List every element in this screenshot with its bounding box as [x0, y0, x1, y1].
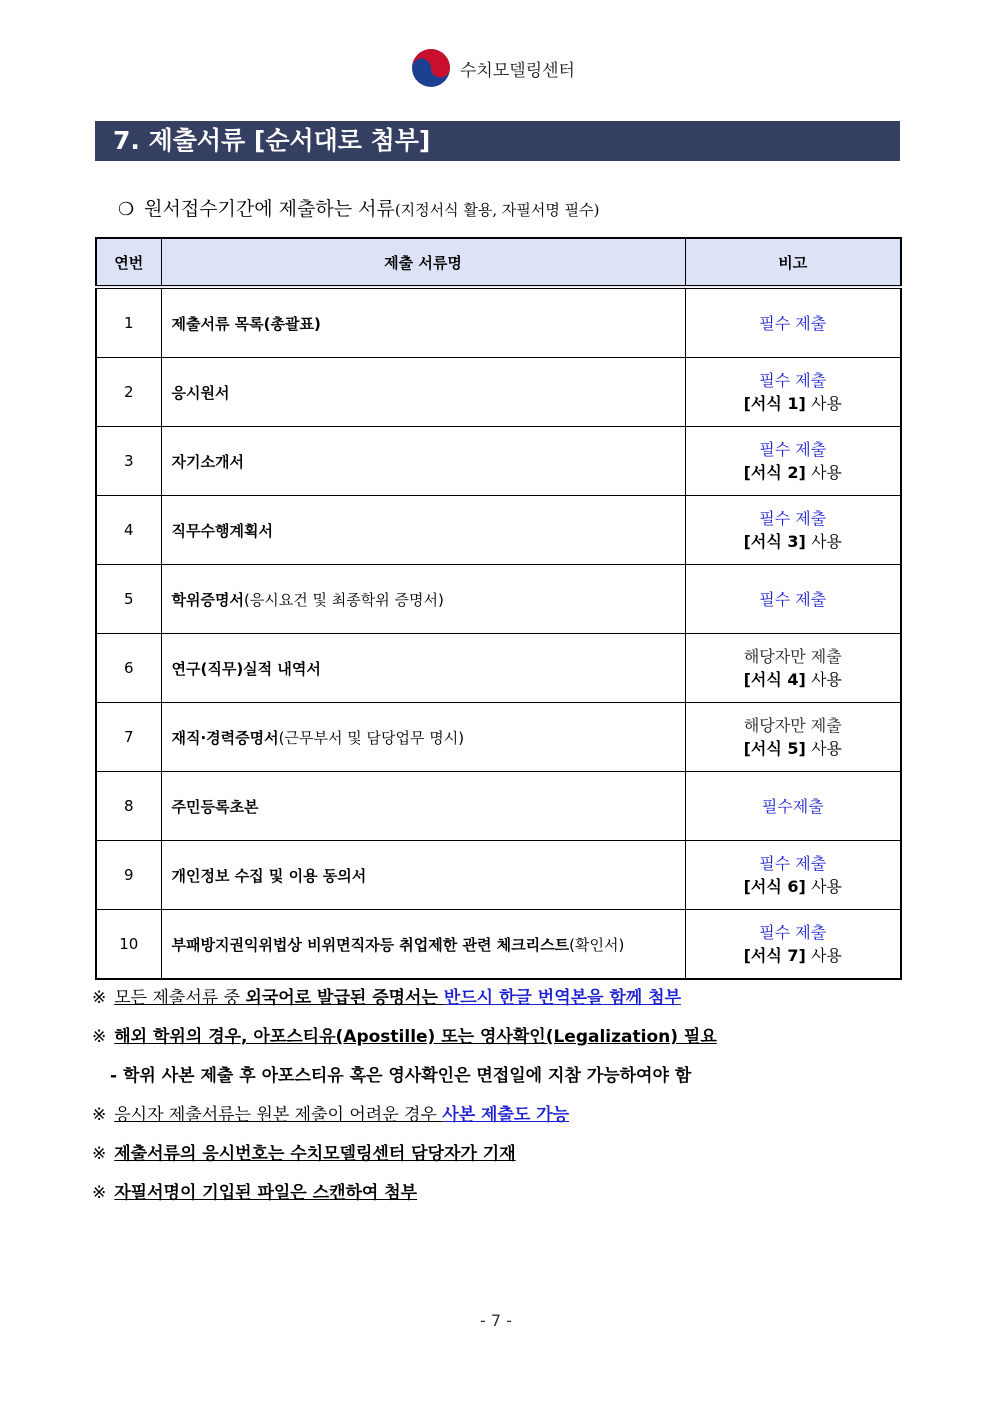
intro-small: (지정서식 활용, 자필서명 필수) [394, 201, 600, 219]
header-no: 연번 [96, 238, 161, 287]
note-form [687, 530, 900, 553]
intro-line [118, 194, 600, 221]
notes-section [92, 986, 912, 1220]
note-status: 필수 제출 [759, 854, 827, 873]
note-status: 해당자만 제출 [743, 647, 842, 666]
table-row [96, 772, 901, 841]
document-note [685, 565, 901, 634]
document-name [161, 841, 685, 910]
document-name [161, 496, 685, 565]
form-use: 사용 [810, 463, 842, 482]
table-row [96, 427, 901, 496]
row-number: 10 [96, 910, 161, 980]
row-number: 9 [96, 841, 161, 910]
document-name [161, 910, 685, 980]
page-header [0, 45, 992, 91]
document-name [161, 703, 685, 772]
table-row [96, 703, 901, 772]
note-form [687, 668, 900, 691]
form-use: 사용 [810, 532, 842, 551]
taegeuk-logo-icon [410, 47, 452, 89]
note-form [687, 737, 900, 760]
row-number: 5 [96, 565, 161, 634]
document-name [161, 772, 685, 841]
table-row [96, 358, 901, 427]
note-2: ※ 해외 학위의 경우, 아포스티유(Apostille) 또는 영사확인(Legalization) 필요 [92, 1027, 717, 1047]
note-status: 필수제출 [761, 796, 824, 816]
document-note [685, 772, 901, 841]
note-status: 필수 제출 [759, 313, 827, 333]
table-row [96, 565, 901, 634]
form-use: 사용 [810, 670, 842, 689]
table-header-row [96, 238, 901, 287]
document-name-text: 연구(직무)실적 내역서 [171, 659, 321, 678]
document-name-text: 부패방지권익위법상 비위면직자등 취업제한 관련 체크리스트 [171, 935, 570, 954]
row-number: 6 [96, 634, 161, 703]
section-title: 7. 제출서류 [순서대로 첨부] [95, 121, 900, 161]
document-name [161, 358, 685, 427]
row-number: 4 [96, 496, 161, 565]
table-row [96, 287, 901, 358]
note-6: ※ 자필서명이 기입된 파일은 스캔하여 첨부 [92, 1183, 418, 1203]
document-note [685, 496, 901, 565]
document-name-text: 직무수행계획서 [171, 521, 273, 540]
document-detail: (응시요건 및 최종학위 증명서) [243, 590, 444, 609]
row-number: 7 [96, 703, 161, 772]
document-note [685, 703, 901, 772]
note-form [687, 944, 900, 967]
document-name-text: 학위증명서 [171, 590, 244, 609]
table-row [96, 841, 901, 910]
form-label: [서식 1] [743, 394, 806, 413]
document-note [685, 427, 901, 496]
org-name: 수치모델링센터 [460, 61, 575, 81]
document-name [161, 565, 685, 634]
header-name: 제출 서류명 [161, 238, 685, 287]
note-status: 필수 제출 [759, 923, 827, 942]
note-status: 필수 제출 [759, 371, 827, 390]
header-note: 비고 [685, 238, 901, 287]
document-detail: (근무부서 및 담당업무 명시) [278, 728, 465, 747]
document-name-text: 재직·경력증명서 [171, 728, 279, 747]
note-status: 필수 제출 [759, 440, 827, 459]
form-use: 사용 [810, 877, 842, 896]
note-status: 필수 제출 [759, 509, 827, 528]
document-note [685, 910, 901, 980]
document-name-text: 주민등록초본 [171, 797, 259, 816]
form-use: 사용 [810, 739, 842, 758]
document-detail: (확인서) [569, 935, 625, 954]
note-status: 해당자만 제출 [743, 716, 842, 735]
form-label: [서식 7] [743, 946, 806, 965]
form-label: [서식 4] [743, 670, 806, 689]
document-name-text: 자기소개서 [171, 452, 244, 471]
row-number: 1 [96, 287, 161, 358]
document-note [685, 358, 901, 427]
row-number: 8 [96, 772, 161, 841]
document-note [685, 634, 901, 703]
note-form [687, 392, 900, 415]
form-label: [서식 3] [743, 532, 806, 551]
note-status: 필수 제출 [759, 589, 827, 609]
form-use: 사용 [810, 394, 842, 413]
document-name [161, 427, 685, 496]
form-label: [서식 5] [743, 739, 806, 758]
form-label: [서식 2] [743, 463, 806, 482]
note-5: ※ 제출서류의 응시번호는 수치모델링센터 담당자가 기재 [92, 1144, 516, 1164]
page-number: - 7 - [480, 1311, 512, 1330]
note-3: - 학위 사본 제출 후 아포스티유 혹은 영사확인은 면접일에 지참 가능하여야 함 [110, 1066, 692, 1086]
document-note [685, 841, 901, 910]
document-name-text: 개인정보 수집 및 이용 동의서 [171, 866, 367, 885]
documents-table [95, 237, 902, 980]
table-row [96, 634, 901, 703]
document-note [685, 287, 901, 358]
document-name [161, 287, 685, 358]
document-name [161, 634, 685, 703]
bullet-icon: ❍ [118, 199, 135, 220]
row-number: 2 [96, 358, 161, 427]
document-name-text: 응시원서 [171, 383, 230, 402]
note-form [687, 461, 900, 484]
note-1: ※ 모든 제출서류 중 외국어로 발급된 증명서는 반드시 한글 번역본을 함께 첨부 [92, 988, 681, 1008]
note-form [687, 875, 900, 898]
row-number: 3 [96, 427, 161, 496]
table-row [96, 496, 901, 565]
document-name-text: 제출서류 목록(총괄표) [171, 314, 321, 333]
form-use: 사용 [810, 946, 842, 965]
table-row [96, 910, 901, 980]
note-4: ※ 응시자 제출서류는 원본 제출이 어려운 경우 사본 제출도 가능 [92, 1105, 570, 1125]
intro-main: 원서접수기간에 제출하는 서류 [144, 198, 395, 220]
form-label: [서식 6] [743, 877, 806, 896]
